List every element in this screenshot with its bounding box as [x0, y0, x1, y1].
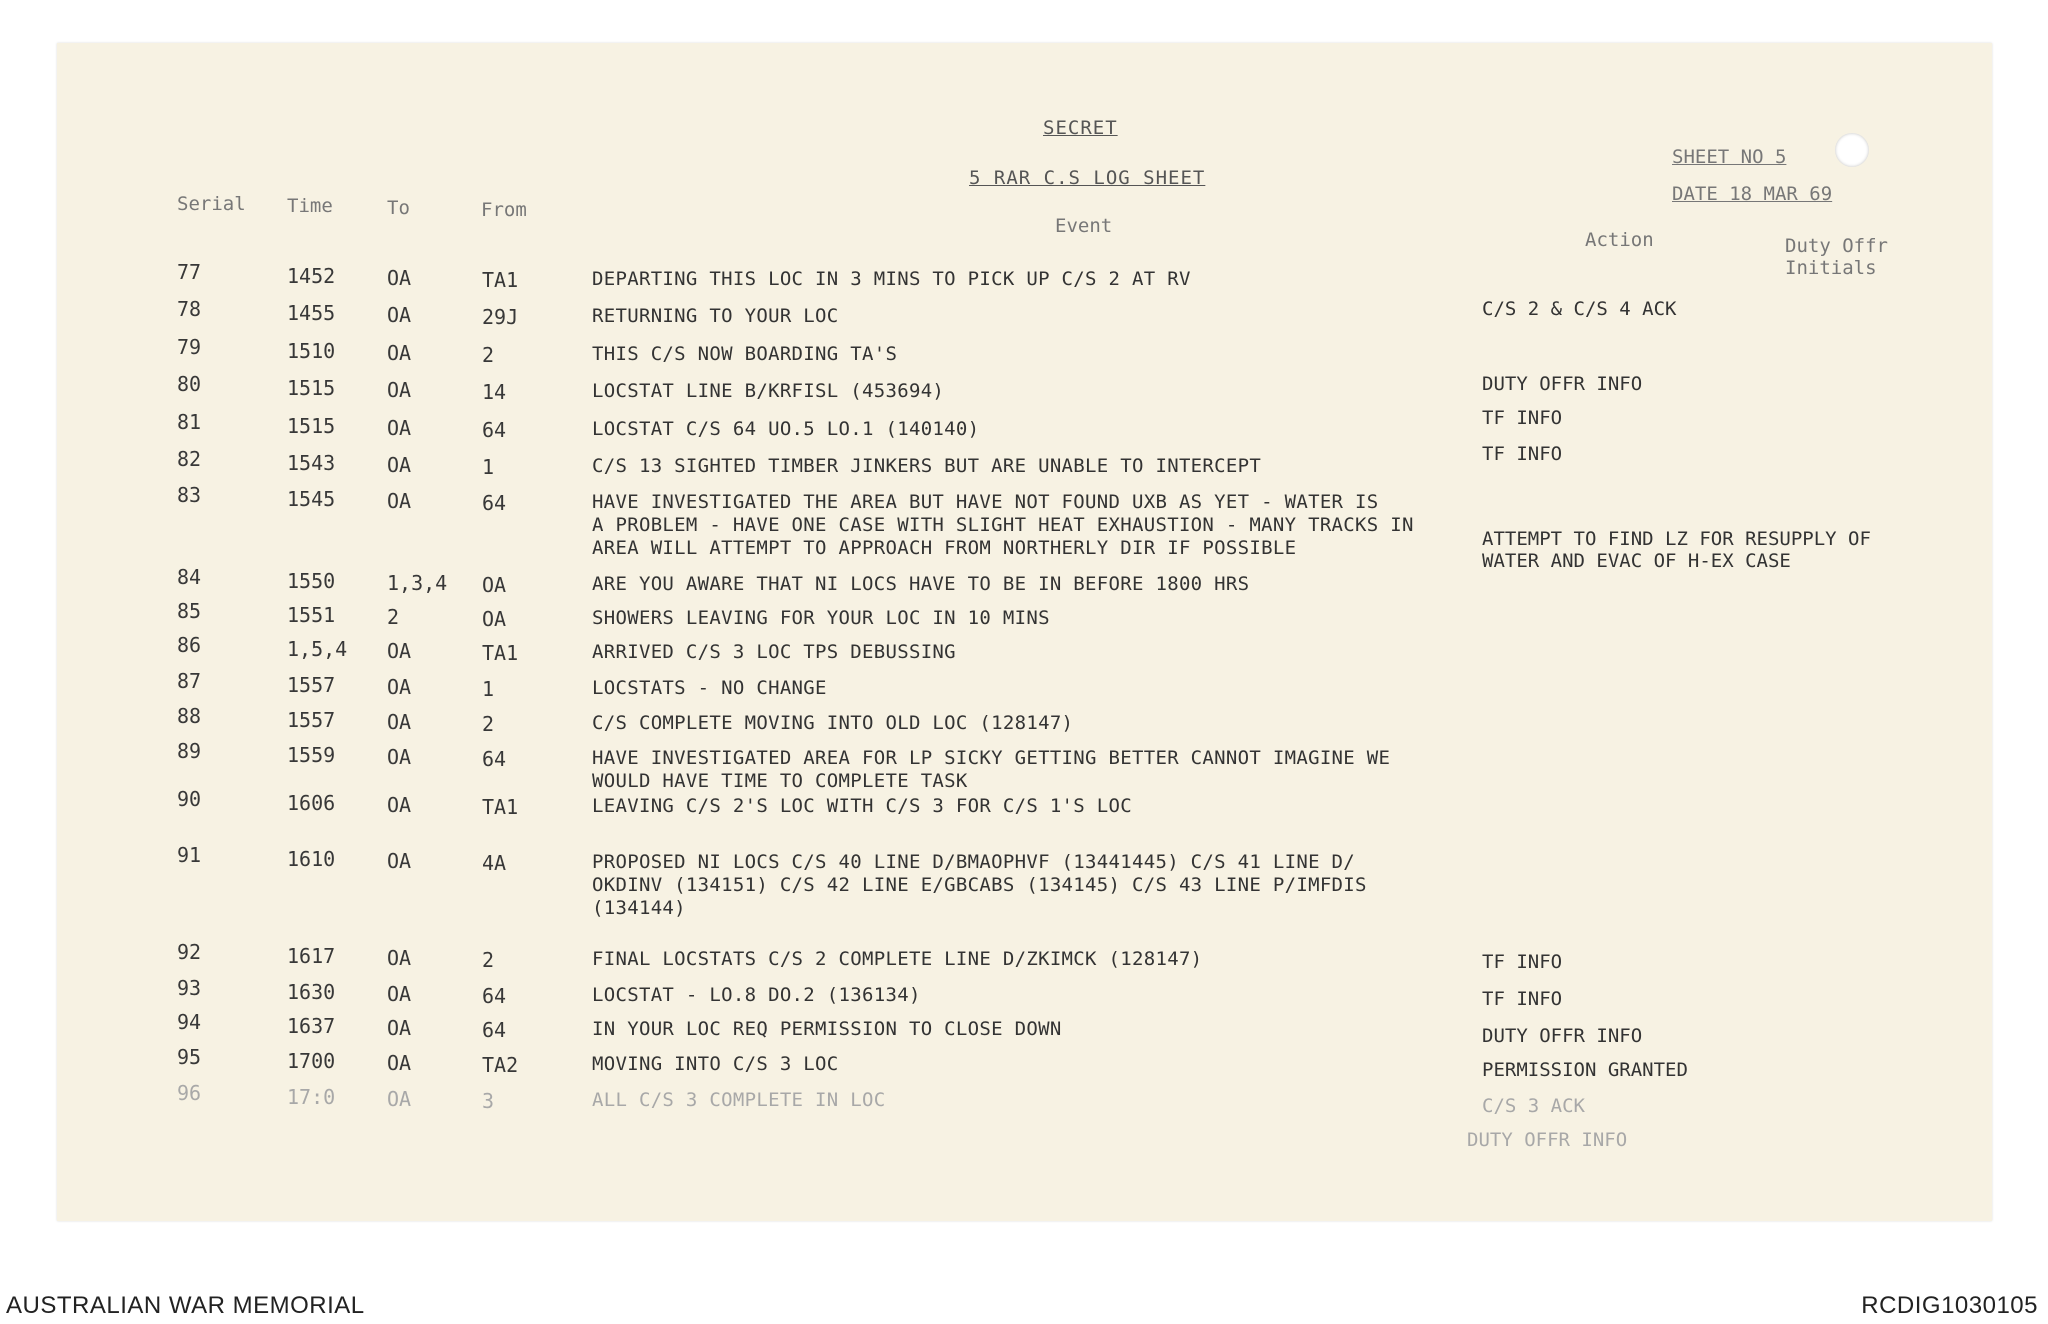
col-header-time: Time [287, 195, 333, 217]
sheet-date: DATE 18 MAR 69 [1672, 183, 1833, 205]
row-event: PROPOSED NI LOCS C/S 40 LINE D/BMAOPHVF (13441445) C/S 41 LINE D/ OKDINV (134151) C/S 42 LINE E/GBCABS (134145) C/S 43 LINE P/IMFDIS (134144) [592, 851, 1367, 919]
row-from: 14 [482, 380, 507, 404]
row-action: DUTY OFFR INFO [1482, 373, 1643, 395]
row-time: 1557 [287, 673, 336, 697]
row-time: 1637 [287, 1014, 336, 1038]
row-to: OA [387, 849, 412, 873]
row-from: 2 [482, 712, 495, 736]
log-sheet-paper [57, 43, 1992, 1221]
row-from: 64 [482, 1018, 507, 1042]
row-to: OA [387, 303, 412, 327]
row-time: 1559 [287, 743, 336, 767]
row-event: SHOWERS LEAVING FOR YOUR LOC IN 10 MINS [592, 607, 1050, 629]
row-to: OA [387, 266, 412, 290]
row-from: OA [482, 607, 507, 631]
footer-record-id: RCDIG1030105 [1861, 1292, 2038, 1319]
row-serial: 83 [177, 483, 202, 507]
row-time: 17:0 [287, 1085, 336, 1109]
row-from: TA1 [482, 641, 519, 665]
row-event: ARRIVED C/S 3 LOC TPS DEBUSSING [592, 641, 956, 663]
row-from: 4A [482, 851, 507, 875]
row-from: OA [482, 573, 507, 597]
row-serial: 82 [177, 447, 202, 471]
row-serial: 88 [177, 704, 202, 728]
row-event: LOCSTATS - NO CHANGE [592, 677, 827, 699]
row-event: HAVE INVESTIGATED THE AREA BUT HAVE NOT FOUND UXB AS YET - WATER IS A PROBLEM - HAVE ONE CASE WITH SLIGHT HEAT EXHAUSTION - MANY TRACKS IN AREA WILL ATTEMPT TO APPROACH FROM NORTHERLY DIR IF POSSIBLE [592, 491, 1414, 559]
row-serial: 87 [177, 669, 202, 693]
row-from: 3 [482, 1089, 495, 1113]
row-to: OA [387, 710, 412, 734]
row-to: OA [387, 946, 412, 970]
row-event: HAVE INVESTIGATED AREA FOR LP SICKY GETTING BETTER CANNOT IMAGINE WE WOULD HAVE TIME TO COMPLETE TASK [592, 747, 1391, 792]
row-to: OA [387, 639, 412, 663]
row-time: 1557 [287, 708, 336, 732]
row-event: LEAVING C/S 2'S LOC WITH C/S 3 FOR C/S 1'S LOC [592, 795, 1132, 817]
row-to: 1,3,4 [387, 571, 448, 595]
row-event: DEPARTING THIS LOC IN 3 MINS TO PICK UP C/S 2 AT RV [592, 268, 1191, 290]
col-header-serial: Serial [177, 193, 246, 215]
row-action: ATTEMPT TO FIND LZ FOR RESUPPLY OF WATER AND EVAC OF H-EX CASE [1482, 528, 1871, 572]
row-action: TF INFO [1482, 951, 1563, 973]
trailing-action-text: DUTY OFFR INFO [1467, 1129, 1628, 1151]
row-to: OA [387, 1016, 412, 1040]
row-event: LOCSTAT LINE B/KRFISL (453694) [592, 380, 945, 402]
row-to: 2 [387, 605, 400, 629]
row-from: TA2 [482, 1053, 519, 1077]
row-to: OA [387, 793, 412, 817]
row-from: 64 [482, 418, 507, 442]
row-from: 29J [482, 305, 519, 329]
row-time: 1617 [287, 944, 336, 968]
footer-institution: AUSTRALIAN WAR MEMORIAL [6, 1292, 365, 1319]
sheet-number: SHEET NO 5 [1672, 146, 1787, 168]
row-from: 1 [482, 677, 495, 701]
row-serial: 89 [177, 739, 202, 763]
row-from: 64 [482, 984, 507, 1008]
row-serial: 96 [177, 1081, 202, 1105]
row-action: TF INFO [1482, 443, 1563, 465]
row-serial: 78 [177, 297, 202, 321]
row-time: 1510 [287, 339, 336, 363]
row-to: OA [387, 378, 412, 402]
row-to: OA [387, 745, 412, 769]
row-action: TF INFO [1482, 407, 1563, 429]
col-header-to: To [387, 197, 410, 219]
sheet-title: 5 RAR C.S LOG SHEET [969, 167, 1206, 189]
row-serial: 81 [177, 410, 202, 434]
row-time: 1,5,4 [287, 637, 348, 661]
row-time: 1700 [287, 1049, 336, 1073]
row-serial: 95 [177, 1045, 202, 1069]
col-header-initials-2: Initials [1785, 257, 1877, 279]
row-from: 2 [482, 948, 495, 972]
row-to: OA [387, 675, 412, 699]
row-from: 64 [482, 747, 507, 771]
row-time: 1455 [287, 301, 336, 325]
row-to: OA [387, 982, 412, 1006]
classification-heading: SECRET [1043, 117, 1118, 139]
col-header-action: Action [1585, 229, 1654, 251]
row-to: OA [387, 453, 412, 477]
row-action: PERMISSION GRANTED [1482, 1059, 1688, 1081]
row-serial: 91 [177, 843, 202, 867]
row-to: OA [387, 341, 412, 365]
row-to: OA [387, 1051, 412, 1075]
row-event: MOVING INTO C/S 3 LOC [592, 1053, 839, 1075]
punch-hole [1835, 133, 1869, 167]
col-header-from: From [481, 199, 527, 221]
col-header-initials: Duty Offr [1785, 235, 1888, 257]
row-serial: 79 [177, 335, 202, 359]
row-serial: 77 [177, 260, 202, 284]
row-serial: 85 [177, 599, 202, 623]
row-serial: 80 [177, 372, 202, 396]
row-serial: 90 [177, 787, 202, 811]
row-from: TA1 [482, 268, 519, 292]
row-action: C/S 3 ACK [1482, 1095, 1585, 1117]
row-to: OA [387, 489, 412, 513]
col-header-event: Event [1055, 215, 1113, 237]
row-action: DUTY OFFR INFO [1482, 1025, 1643, 1047]
row-serial: 94 [177, 1010, 202, 1034]
row-serial: 84 [177, 565, 202, 589]
row-action: C/S 2 & C/S 4 ACK [1482, 298, 1677, 320]
row-serial: 86 [177, 633, 202, 657]
row-event: ARE YOU AWARE THAT NI LOCS HAVE TO BE IN BEFORE 1800 HRS [592, 573, 1250, 595]
row-serial: 92 [177, 940, 202, 964]
row-event: FINAL LOCSTATS C/S 2 COMPLETE LINE D/ZKIMCK (128147) [592, 948, 1203, 970]
row-time: 1610 [287, 847, 336, 871]
row-event: LOCSTAT - LO.8 DO.2 (136134) [592, 984, 921, 1006]
row-event: IN YOUR LOC REQ PERMISSION TO CLOSE DOWN [592, 1018, 1062, 1040]
row-time: 1545 [287, 487, 336, 511]
row-from: 1 [482, 455, 495, 479]
row-event: RETURNING TO YOUR LOC [592, 305, 839, 327]
row-time: 1550 [287, 569, 336, 593]
row-event: LOCSTAT C/S 64 UO.5 LO.1 (140140) [592, 418, 980, 440]
row-time: 1630 [287, 980, 336, 1004]
row-time: 1606 [287, 791, 336, 815]
row-from: TA1 [482, 795, 519, 819]
row-event: C/S 13 SIGHTED TIMBER JINKERS BUT ARE UNABLE TO INTERCEPT [592, 455, 1262, 477]
row-to: OA [387, 416, 412, 440]
row-to: OA [387, 1087, 412, 1111]
row-event: ALL C/S 3 COMPLETE IN LOC [592, 1089, 886, 1111]
row-from: 2 [482, 343, 495, 367]
row-serial: 93 [177, 976, 202, 1000]
row-action: TF INFO [1482, 988, 1563, 1010]
row-time: 1515 [287, 414, 336, 438]
row-event: C/S COMPLETE MOVING INTO OLD LOC (128147) [592, 712, 1074, 734]
row-from: 64 [482, 491, 507, 515]
row-time: 1543 [287, 451, 336, 475]
row-event: THIS C/S NOW BOARDING TA'S [592, 343, 898, 365]
row-time: 1515 [287, 376, 336, 400]
row-time: 1452 [287, 264, 336, 288]
row-time: 1551 [287, 603, 336, 627]
